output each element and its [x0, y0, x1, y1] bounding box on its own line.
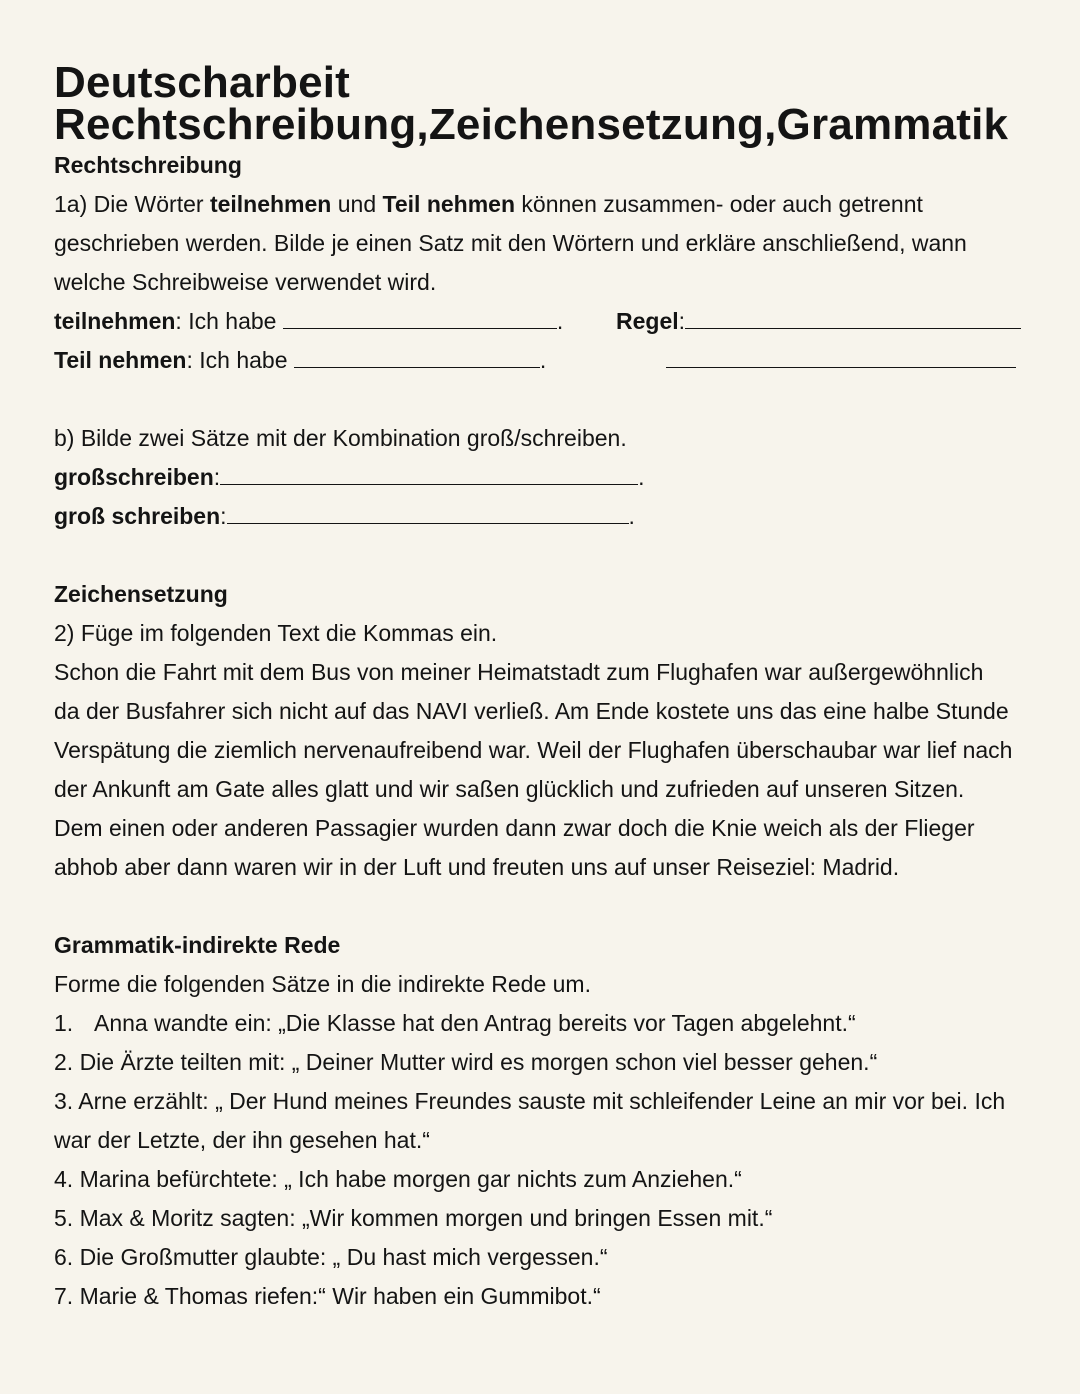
exercise-line: Verspätung die ziemlich nervenaufreibend war. Weil der Flughafen überschaubar war lief nach	[54, 737, 1013, 763]
answer-blank-gross-schreiben[interactable]	[227, 501, 629, 524]
label-gross-schreiben: groß schreiben	[54, 503, 221, 529]
list-item	[54, 1082, 1040, 1160]
exercise-line: Dem einen oder anderen Passagier wurden dann zwar doch die Knie weich als der Flieger	[54, 815, 975, 841]
colon-2: :	[220, 503, 227, 529]
page-title	[54, 58, 1040, 149]
period-2: .	[628, 503, 635, 529]
title-line-1: Deutscharbeit	[54, 58, 351, 107]
list-item: 6. Die Großmutter glaubte: „ Du hast mich vergessen.“	[54, 1244, 608, 1270]
answer-row-gross-schreiben	[54, 497, 1040, 536]
list-item: 7. Marie & Thomas riefen:“ Wir haben ein Gummibot.“	[54, 1283, 601, 1309]
task-1a-text	[54, 185, 1040, 302]
grammatik-task: Forme die folgenden Sätze in die indirekte Rede um.	[54, 971, 591, 997]
label-grossschreiben: großschreiben	[54, 464, 214, 490]
list-item: 2. Die Ärzte teilten mit: „ Deiner Mutter wird es morgen schon viel besser gehen.“	[54, 1049, 878, 1075]
heading-rechtschreibung: Rechtschreibung	[54, 152, 242, 178]
regel-colon: :	[678, 308, 686, 334]
list-item: 5. Max & Moritz sagten: „Wir kommen morgen und bringen Essen mit.“	[54, 1205, 773, 1231]
rule-blank-1[interactable]	[685, 306, 1021, 329]
period-1: .	[638, 464, 645, 490]
rule-blank-2[interactable]	[666, 345, 1016, 368]
row2-text: : Ich habe	[186, 347, 294, 373]
label-teil-nehmen: Teil nehmen	[54, 347, 187, 373]
answer-row-teilnehmen	[54, 302, 1040, 341]
list-item: 4. Marina befürchtete: „ Ich habe morgen gar nichts zum Anziehen.“	[54, 1166, 742, 1192]
list-item	[54, 1004, 1040, 1043]
label-teilnehmen: teilnehmen	[54, 308, 176, 334]
task-1a-line-3: welche Schreibweise verwendet wird.	[54, 269, 437, 295]
heading-zeichensetzung: Zeichensetzung	[54, 581, 228, 607]
answer-blank-grossschreiben[interactable]	[220, 462, 638, 485]
word-teilnehmen: teilnehmen	[209, 191, 332, 217]
item-number: 1.	[54, 1010, 74, 1036]
colon-1: :	[213, 464, 221, 490]
task-1a-prefix: 1a) Die Wörter	[54, 191, 210, 217]
task-2-text: 2) Füge im folgenden Text die Kommas ein.	[54, 620, 498, 646]
section-rechtschreibung	[54, 146, 1040, 536]
row2-period: .	[539, 347, 547, 373]
task-1a-line-1	[54, 185, 1040, 224]
exercise-line: der Ankunft am Gate alles glatt und wir saßen glücklich und zufrieden auf unseren Sitzen.	[54, 776, 965, 802]
item-text: Anna wandte ein: „Die Klasse hat den Antrag bereits vor Tagen abgelehnt.“	[94, 1010, 856, 1036]
exercise-line: da der Busfahrer sich nicht auf das NAVI verließ. Am Ende kostete uns das eine halbe Stunde	[54, 698, 1009, 724]
item-3-line-1: 3. Arne erzählt: „ Der Hund meines Freundes sauste mit schleifender Leine an mir vor bei. Ich	[54, 1088, 1006, 1114]
heading-grammatik: Grammatik-indirekte Rede	[54, 932, 341, 958]
comma-exercise-text	[54, 653, 1040, 887]
label-regel: Regel	[616, 308, 679, 334]
title-line-2: Rechtschreibung,Zeichensetzung,Grammatik	[54, 100, 1009, 149]
answer-blank-teil-nehmen[interactable]	[294, 345, 540, 368]
section-grammatik	[54, 926, 1040, 1316]
exercise-line: Schon die Fahrt mit dem Bus von meiner Heimatstadt zum Flughafen war außergewöhnlich	[54, 659, 984, 685]
row1-period: .	[556, 308, 564, 334]
section-zeichensetzung	[54, 575, 1040, 887]
task-1a-line-2: geschrieben werden. Bilde je einen Satz mit den Wörtern und erkläre anschließend, wann	[54, 230, 967, 256]
word-teil-nehmen: Teil nehmen	[382, 191, 516, 217]
answer-row-grossschreiben	[54, 458, 1040, 497]
item-3-line-2: war der Letzte, der ihn gesehen hat.“	[54, 1127, 430, 1153]
exercise-line: abhob aber dann waren wir in der Luft und freuten uns auf unser Reiseziel: Madrid.	[54, 854, 900, 880]
answer-blank-teilnehmen[interactable]	[283, 306, 557, 329]
task-1a-rest: können zusammen- oder auch getrennt	[515, 191, 923, 217]
task-1a-mid: und	[331, 191, 383, 217]
row1-text: : Ich habe	[175, 308, 283, 334]
answer-row-teil-nehmen	[54, 341, 1040, 380]
task-b-intro: b) Bilde zwei Sätze mit der Kombination groß/schreiben.	[54, 425, 627, 451]
